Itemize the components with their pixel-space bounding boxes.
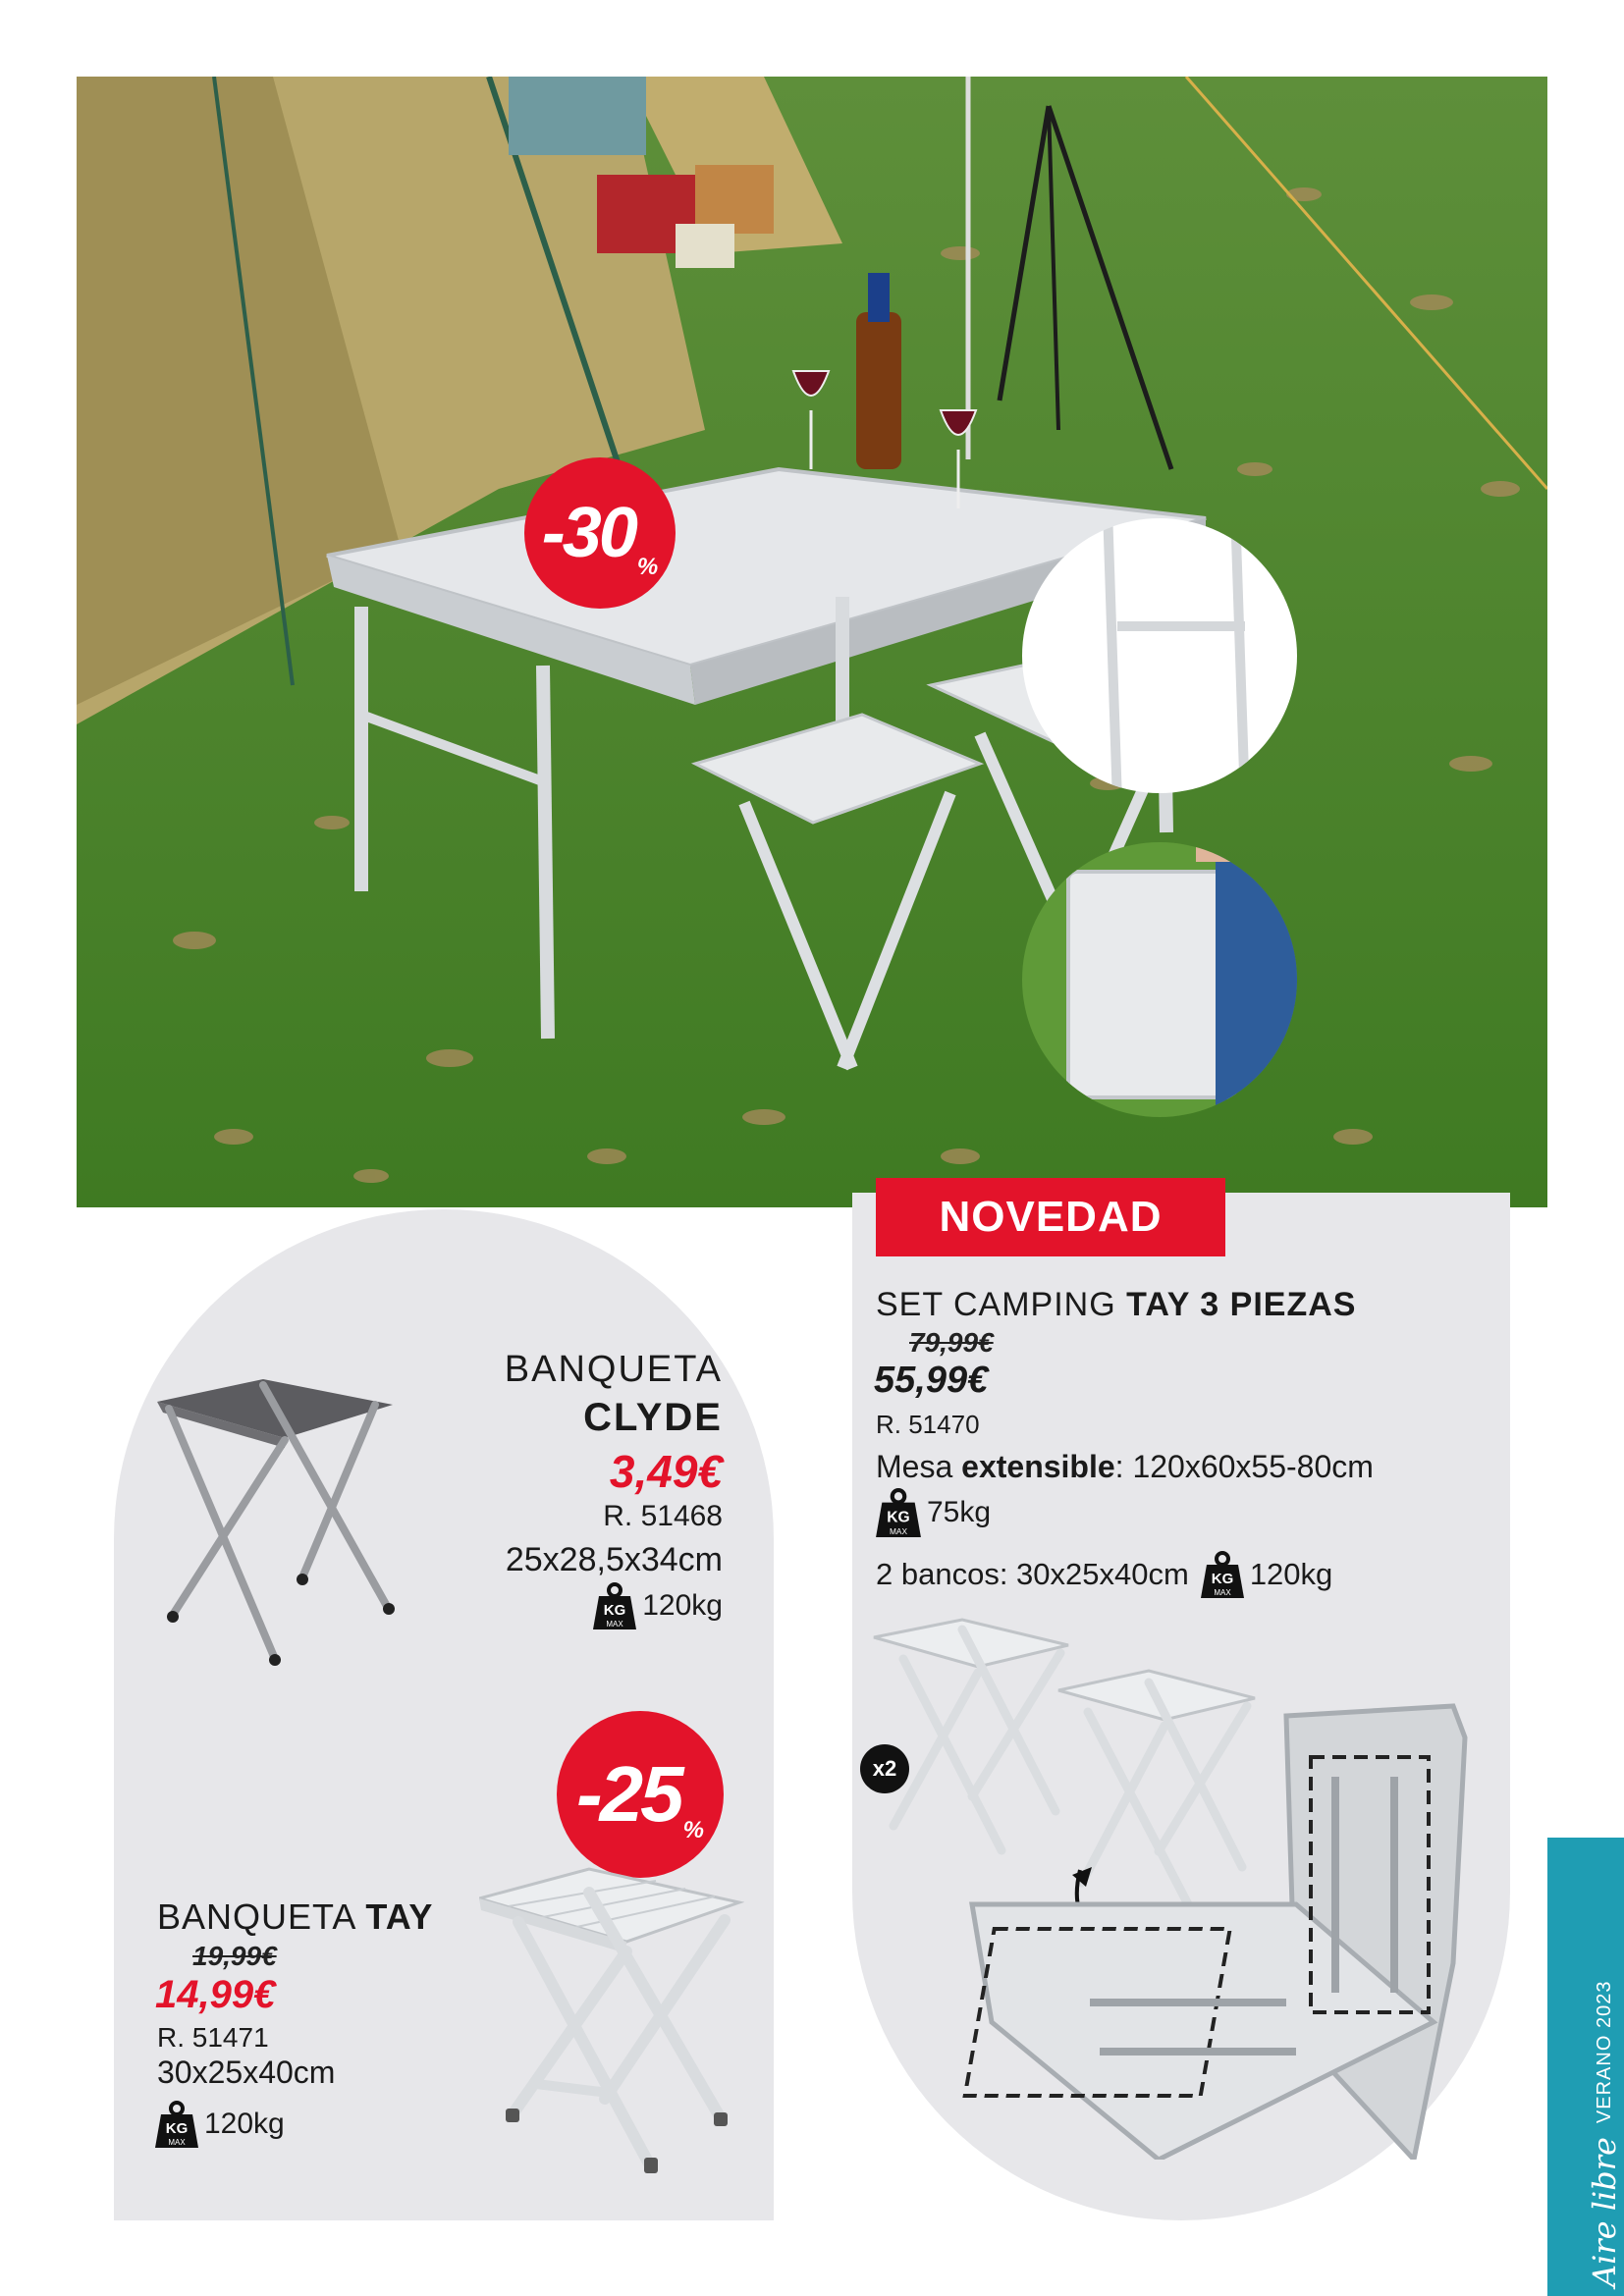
clyde-name-line1: BANQUETA	[504, 1349, 723, 1390]
tay-old-price: 19,99€	[192, 1941, 277, 1971]
weight-icon-top: KG	[1211, 1571, 1234, 1587]
set-name	[876, 1286, 1356, 1324]
set-product-image	[864, 1610, 1473, 2160]
sidebar-season: VERANO 2023	[1593, 1980, 1615, 2124]
set-table-spec	[876, 1449, 1374, 1485]
weight-icon-bottom: MAX	[1214, 1588, 1231, 1597]
set-price: 55,99€	[874, 1360, 989, 1401]
weight-icon-bottom: MAX	[889, 1525, 908, 1536]
tay-name-bold: TAY	[365, 1896, 434, 1937]
set-benches-max-load-value: 120kg	[1249, 1557, 1333, 1591]
tay-max-load	[155, 2101, 285, 2148]
weight-icon-bottom: MAX	[168, 2138, 186, 2147]
hero-discount-badge	[524, 457, 676, 609]
set-name-bold: TAY 3 PIEZAS	[1126, 1286, 1357, 1323]
set-ref: R. 51470	[876, 1410, 980, 1439]
weight-icon-top: KG	[604, 1602, 626, 1619]
clyde-stool-image	[147, 1369, 403, 1683]
weight-kg-max-icon	[876, 1488, 921, 1537]
weight-icon-top: KG	[165, 2120, 189, 2137]
set-table-dims: : 120x60x55-80cm	[1114, 1449, 1374, 1484]
tay-dimensions: 30x25x40cm	[157, 2055, 336, 2090]
tay-name-prefix: BANQUETA	[157, 1896, 366, 1937]
hero-photo	[77, 77, 1547, 1207]
set-quantity-badge: x2	[860, 1744, 909, 1793]
hero-discount-unit: %	[636, 554, 659, 580]
set-benches-text: 2 bancos: 30x25x40cm	[876, 1557, 1189, 1591]
set-table-bold: extensible	[961, 1449, 1115, 1484]
set-benches-spec	[876, 1551, 1332, 1598]
clyde-max-load-value: 120kg	[642, 1589, 723, 1622]
clyde-name-line2: CLYDE	[583, 1396, 723, 1439]
clyde-price: 3,49€	[609, 1446, 723, 1497]
tay-discount-badge	[557, 1711, 724, 1878]
weight-kg-max-icon	[155, 2101, 198, 2148]
tay-discount-unit: %	[682, 1817, 704, 1843]
hero-discount-value: -30	[541, 494, 635, 572]
tay-ref: R. 51471	[157, 2022, 269, 2053]
clyde-ref: R. 51468	[603, 1500, 723, 1532]
set-old-price: 79,99€	[909, 1327, 994, 1358]
tay-discount-value: -25	[576, 1750, 681, 1838]
weight-icon-bottom: MAX	[606, 1620, 623, 1629]
sidebar-brand: Aire libre	[1586, 2137, 1623, 2287]
sidebar-label	[1586, 1981, 1623, 2287]
set-table-label: Mesa	[876, 1449, 962, 1484]
novedad-tag: NOVEDAD	[876, 1178, 1225, 1256]
weight-kg-max-icon	[1201, 1551, 1244, 1598]
tay-name	[157, 1896, 433, 1938]
tay-max-load-value: 120kg	[204, 2108, 285, 2140]
tay-stool-image	[479, 1863, 744, 2187]
set-table-max-load-value: 75kg	[927, 1496, 992, 1528]
weight-icon-top: KG	[887, 1509, 910, 1526]
clyde-max-load	[593, 1582, 723, 1629]
tay-price: 14,99€	[155, 1973, 276, 2016]
set-table-max-load	[876, 1488, 991, 1537]
clyde-dimensions: 25x28,5x34cm	[505, 1541, 723, 1578]
weight-kg-max-icon	[593, 1582, 636, 1629]
set-name-prefix: SET CAMPING	[876, 1286, 1127, 1323]
